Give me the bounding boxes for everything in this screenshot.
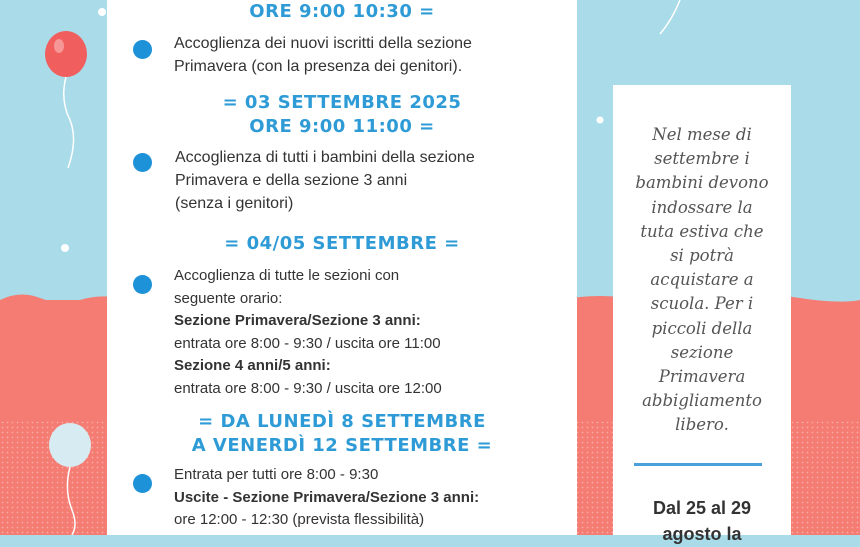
- item-line: Primavera (con la presenza dei genitori).: [174, 58, 463, 75]
- note-line: scuola. Per i: [650, 294, 754, 314]
- item-line: Accoglienza di tutte le sezioni con: [174, 267, 400, 284]
- note-line: tuta estiva che: [640, 221, 764, 241]
- item-line: Accoglienza dei nuovi iscritti della sezione: [174, 35, 472, 52]
- item-line: Primavera e della sezione 3 anni: [175, 172, 408, 189]
- confetti-dot-icon: [98, 8, 106, 16]
- note-line: libero.: [675, 415, 729, 435]
- footer-line: agosto la: [662, 524, 742, 544]
- item-line: (senza i genitori): [175, 195, 294, 212]
- heading-line: ORE 9:00 11:00 =: [249, 116, 435, 137]
- note-line: Nel mese di: [652, 125, 752, 144]
- note-line: bambini devono: [635, 173, 769, 193]
- bullet-icon: [133, 275, 152, 294]
- footer-line: Dal 25 al 29: [652, 498, 752, 518]
- heading-line: = 03 SETTEMBRE 2025: [222, 92, 462, 113]
- heading-time-slot: [107, 0, 577, 24]
- schedule-panel: [107, 0, 577, 535]
- bullet-icon: [133, 153, 152, 172]
- side-footer-text: [623, 495, 781, 547]
- confetti-dot-icon: [597, 117, 604, 124]
- note-line: piccoli della: [651, 318, 753, 338]
- note-line: acquistare a: [650, 270, 754, 290]
- item-line: Uscite - Sezione Primavera/Sezione 3 anni:: [174, 488, 480, 506]
- note-line: abbigliamento: [642, 391, 762, 411]
- note-line: si potrà: [670, 246, 734, 266]
- schedule-item-new-enrollees: [174, 32, 574, 78]
- item-line: Entrata per tutti ore 8:00 - 9:30: [174, 466, 379, 483]
- heading-line: ORE 9:00 10:30 =: [249, 1, 435, 22]
- heading-sept-8-12: [107, 410, 577, 458]
- side-divider: [634, 463, 762, 466]
- item-line: ore 12:00 - 12:30 (prevista flessibilità): [174, 511, 425, 528]
- schedule-item-entry-times: [174, 464, 574, 532]
- note-line: sezione: [670, 342, 734, 362]
- item-line: Sezione 4 anni/5 anni:: [174, 357, 331, 374]
- heading-sept-3: [107, 91, 577, 139]
- item-line: seguente orario:: [174, 289, 283, 307]
- confetti-dot-icon: [61, 244, 69, 252]
- schedule-item-all-children: [175, 146, 575, 215]
- heading-sept-4-5: [107, 232, 577, 256]
- item-line: Accoglienza di tutti i bambini della sezione: [175, 149, 475, 166]
- side-note-card: [613, 85, 791, 544]
- heading-line: = DA LUNEDÌ 8 SETTEMBRE: [198, 411, 486, 432]
- item-line: entrata ore 8:00 - 9:30 / uscita ore 11:00: [174, 334, 441, 352]
- heading-line: = 04/05 SETTEMBRE =: [224, 233, 460, 254]
- schedule-item-all-sections: [174, 265, 574, 400]
- bullet-icon: [133, 474, 152, 493]
- bullet-icon: [133, 40, 152, 59]
- side-note-text: [625, 123, 779, 438]
- heading-line: A VENERDÌ 12 SETTEMBRE =: [191, 435, 493, 456]
- item-line: entrata ore 8:00 - 9:30 / uscita ore 12:00: [174, 379, 442, 397]
- note-line: settembre i: [654, 149, 750, 169]
- item-line: Sezione Primavera/Sezione 3 anni:: [174, 312, 421, 329]
- note-line: indossare la: [651, 197, 753, 217]
- note-line: Primavera: [658, 367, 746, 387]
